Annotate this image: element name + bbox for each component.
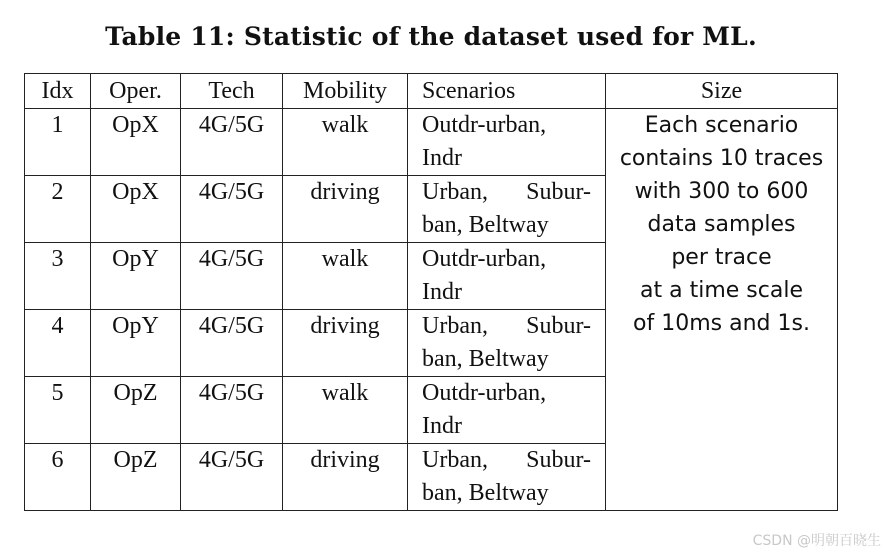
- header-mobility: Mobility: [283, 74, 408, 109]
- cell-idx: 4: [25, 310, 91, 377]
- cell-tech: 4G/5G: [181, 377, 283, 444]
- cell-mobility: driving: [283, 444, 408, 511]
- cell-mobility: driving: [283, 176, 408, 243]
- cell-oper: OpX: [91, 109, 181, 176]
- cell-tech: 4G/5G: [181, 444, 283, 511]
- cell-oper: OpX: [91, 176, 181, 243]
- cell-mobility: walk: [283, 243, 408, 310]
- header-oper: Oper.: [91, 74, 181, 109]
- watermark: CSDN @明朝百晓生: [752, 533, 881, 549]
- cell-idx: 5: [25, 377, 91, 444]
- cell-oper: OpZ: [91, 377, 181, 444]
- cell-mobility: walk: [283, 109, 408, 176]
- cell-oper: OpY: [91, 310, 181, 377]
- cell-idx: 2: [25, 176, 91, 243]
- header-tech: Tech: [181, 74, 283, 109]
- size-line: with 300 to 600: [634, 179, 809, 204]
- size-line: of 10ms and 1s.: [633, 311, 810, 336]
- size-line: Each scenario: [644, 113, 799, 138]
- cell-scenarios: Outdr-urban, Indr: [408, 109, 606, 176]
- size-line: contains 10 traces: [619, 146, 824, 171]
- cell-scenarios: Urban, Subur-ban, Beltway: [408, 444, 606, 511]
- cell-scenarios: Urban, Subur-ban, Beltway: [408, 310, 606, 377]
- size-line: per trace: [671, 245, 772, 270]
- cell-idx: 1: [25, 109, 91, 176]
- cell-tech: 4G/5G: [181, 109, 283, 176]
- cell-scenarios: Urban, Subur-ban, Beltway: [408, 176, 606, 243]
- size-line: data samples: [647, 212, 796, 237]
- cell-oper: OpY: [91, 243, 181, 310]
- dataset-table: [24, 73, 838, 511]
- cell-idx: 6: [25, 444, 91, 511]
- table-caption: Table 11: Statistic of the dataset used for ML.: [105, 22, 757, 51]
- table-row: [25, 109, 838, 176]
- cell-scenarios: Outdr-urban, Indr: [408, 377, 606, 444]
- cell-oper: OpZ: [91, 444, 181, 511]
- cell-size: [606, 109, 838, 511]
- cell-tech: 4G/5G: [181, 310, 283, 377]
- header-row: [25, 74, 838, 109]
- header-idx: Idx: [25, 74, 91, 109]
- header-size: Size: [606, 74, 838, 109]
- cell-tech: 4G/5G: [181, 243, 283, 310]
- size-line: at a time scale: [640, 278, 803, 303]
- cell-mobility: walk: [283, 377, 408, 444]
- cell-scenarios: Outdr-urban, Indr: [408, 243, 606, 310]
- header-scenarios: Scenarios: [408, 74, 606, 109]
- cell-idx: 3: [25, 243, 91, 310]
- cell-tech: 4G/5G: [181, 176, 283, 243]
- cell-mobility: driving: [283, 310, 408, 377]
